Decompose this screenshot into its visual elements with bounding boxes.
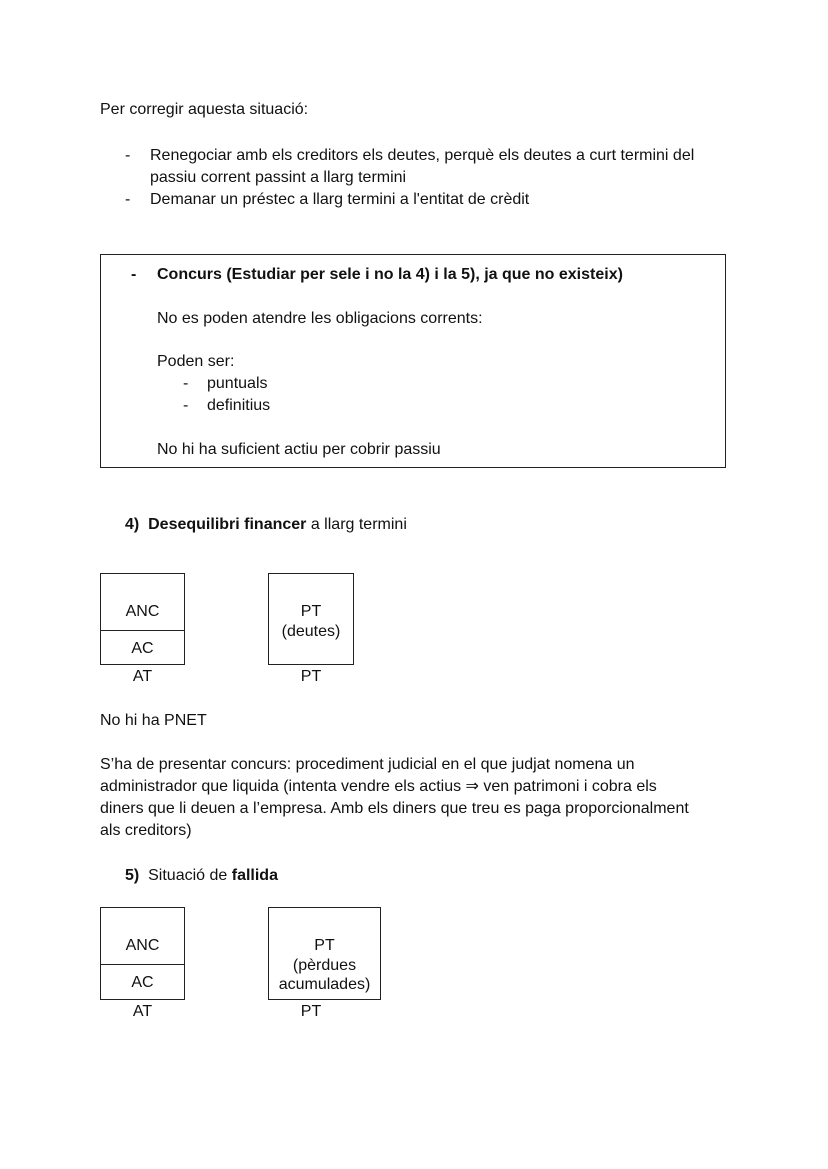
bullet-1-line1: Renegociar amb els creditors els deutes, perquè els deutes a curt termini del: [150, 147, 695, 164]
s5-at-label: AT: [132, 1003, 153, 1020]
s4-assets-box: [100, 573, 185, 665]
section4-heading: [125, 514, 407, 536]
s4-divider: [101, 630, 184, 631]
s4-pt-total-label: PT: [300, 668, 322, 685]
s4-liabilities-box: [268, 573, 354, 665]
bullet-2-line1: Demanar un préstec a llarg termini a l'entitat de crèdit: [150, 191, 530, 208]
section5-number: 5): [125, 867, 140, 884]
section4-number: 4): [125, 516, 140, 533]
concurs-line1: No es poden atendre les obligacions corrents:: [157, 310, 483, 327]
s5-liabilities-box: [268, 907, 381, 1000]
s5-pt-label: PT: [314, 937, 335, 954]
s5-acumulades-label: acumulades): [278, 976, 371, 993]
concurs-heading: Concurs (Estudiar per sele i no la 4) i la 5), ja que no existeix): [157, 266, 623, 283]
s5-anc-label: ANC: [125, 937, 160, 954]
s5-ac-label: AC: [131, 974, 154, 991]
s4-para-line3: diners que li deuen a l’empresa. Amb els diners que treu es paga proporcionalment: [100, 800, 689, 817]
s4-anc-label: ANC: [125, 603, 160, 620]
s5-pt-total-label: PT: [300, 1003, 322, 1020]
section5-heading: [125, 865, 278, 887]
s5-divider: [101, 964, 184, 965]
s4-ac-label: AC: [131, 640, 154, 657]
s4-deutes-label: (deutes): [281, 623, 341, 640]
s4-at-label: AT: [132, 668, 153, 685]
bullet-dash: -: [125, 191, 131, 208]
bullet-dash: -: [125, 147, 131, 164]
concurs-subitem-2: definitius: [207, 397, 271, 414]
section5-bold: fallida: [231, 867, 278, 884]
s5-assets-box: [100, 907, 185, 1000]
concurs-line3: No hi ha suficient actiu per cobrir passiu: [157, 441, 441, 458]
concurs-subitem-1: puntuals: [207, 375, 268, 392]
sub-dash: -: [183, 375, 189, 392]
s4-para-line1: S’ha de presentar concurs: procediment judicial en el que judjat nomena un: [100, 756, 635, 773]
concurs-line2: Poden ser:: [157, 353, 235, 370]
section4-bold: Desequilibri financer: [148, 516, 307, 533]
intro-text: Per corregir aquesta situació:: [100, 101, 309, 118]
sub-dash: -: [183, 397, 189, 414]
concurs-dash: -: [131, 266, 137, 283]
s4-para-line2: administrador que liquida (intenta vendre els actius ⇒ ven patrimoni i cobra els: [100, 778, 657, 795]
bullet-1-line2: passiu corrent passint a llarg termini: [150, 169, 407, 186]
s4-para-line4: als creditors): [100, 822, 192, 839]
section5-rest: Situació de: [148, 867, 232, 884]
s4-note: No hi ha PNET: [100, 712, 207, 729]
s4-pt-label: PT: [300, 603, 322, 620]
section4-rest: a llarg termini: [306, 516, 407, 533]
s5-perdues-label: (pèrdues: [292, 957, 357, 974]
